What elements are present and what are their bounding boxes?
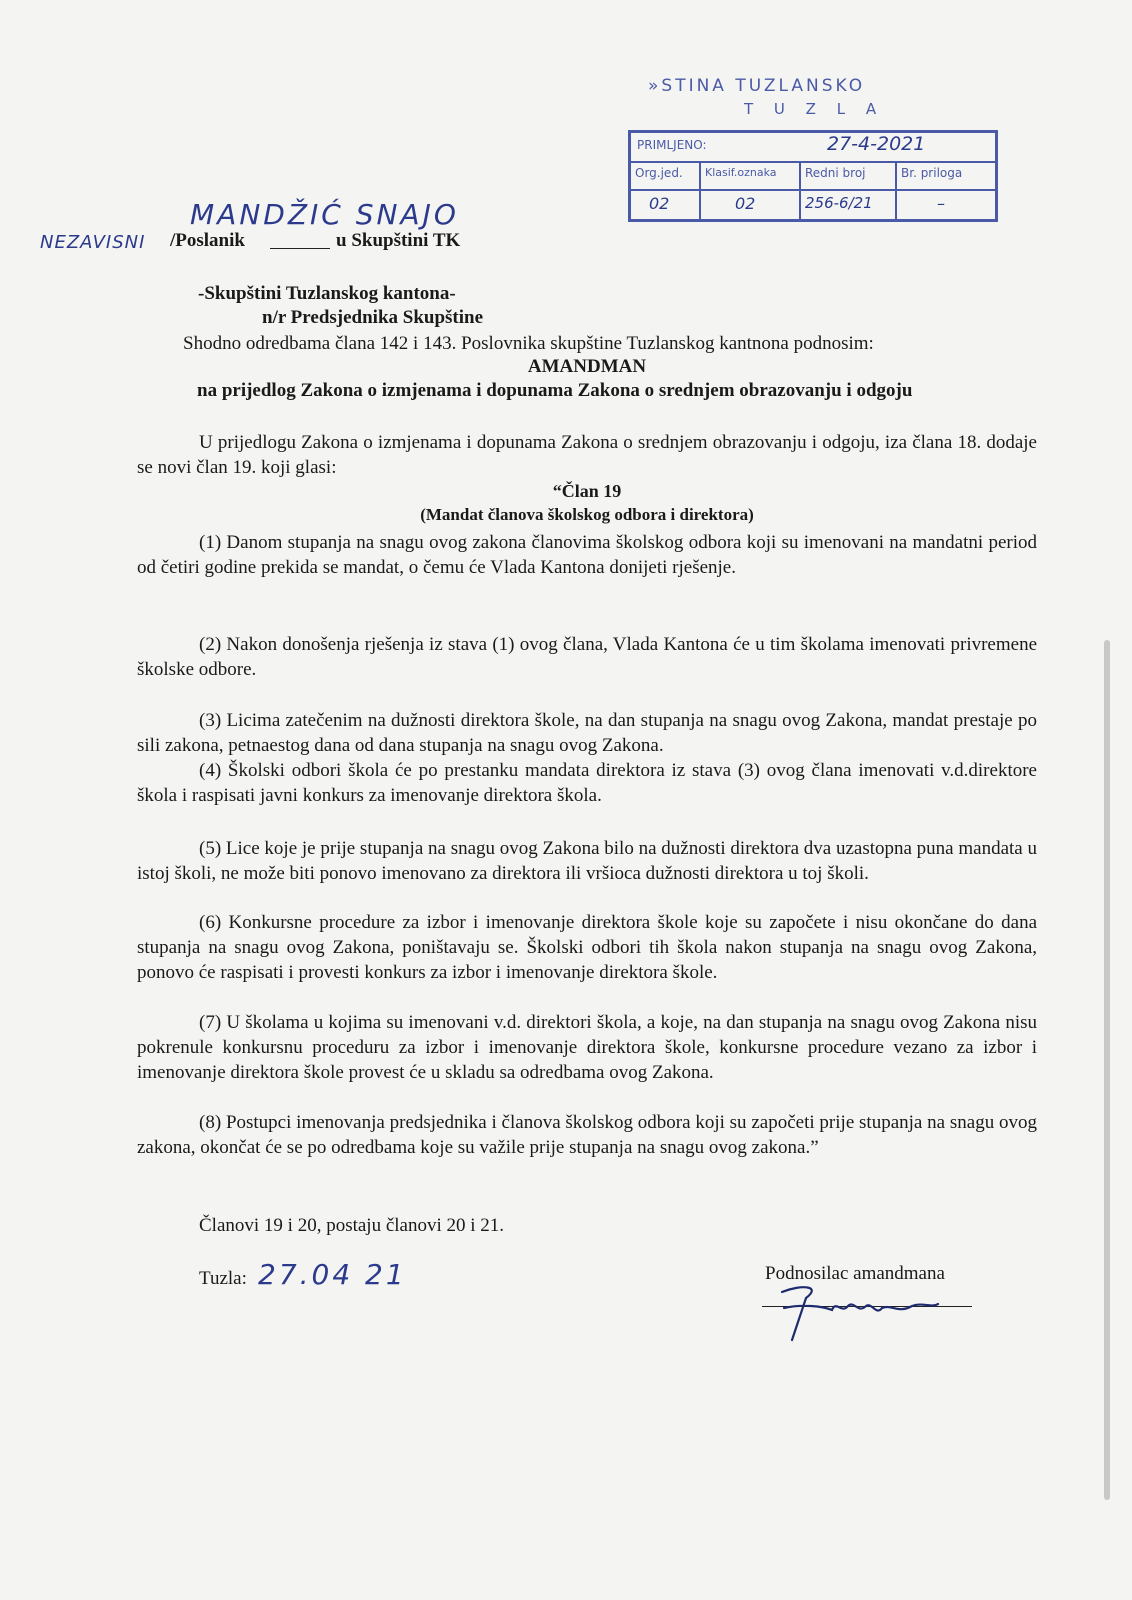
scrollbar[interactable] bbox=[1104, 640, 1110, 1500]
article-title: “Član 19 bbox=[552, 481, 622, 501]
signature-image bbox=[762, 1280, 952, 1350]
place-label: Tuzla: bbox=[199, 1268, 247, 1289]
paragraph-text: (8) Postupci imenovanja predsjednika i članova školskog odbora koji su započeti prije stupanja na snagu ovog zakona, okončat će se po odredbama koje su važile prije stupanja na snagu ovog zakona.” bbox=[137, 1112, 1037, 1158]
sender-blank-line bbox=[270, 248, 330, 249]
stamp-institution: »STINA TUZLANSKO bbox=[648, 76, 866, 96]
paragraph-text: (7) U školama u kojima su imenovani v.d. direktori škola, a koje, na dan stupanja na snagu ovog Zakona nisu pokrenule konkursnu proceduru za izbor i imenovanje direktora škole, konkursne procedure vezano za izbor i imenovanje direktora škole provest će u skladu sa odredbama ovog Zakona. bbox=[137, 1012, 1037, 1083]
addressee-line2: n/r Predsjednika Skupštine bbox=[262, 307, 484, 328]
handwritten-party: NEZAVISNI bbox=[40, 232, 146, 253]
paragraph-text: (1) Danom stupanja na snagu ovog zakona članovima školskog odbora koji su imenovani na mandatni period od četiri godine prekida se mandat, o čemu će Vlada Kantona donijeti rješenje. bbox=[137, 532, 1037, 578]
paragraph-8 bbox=[137, 1110, 1037, 1160]
document-subtitle: na prijedlog Zakona o izmjenama i dopunama Zakona o srednjem obrazovanju i odgoju bbox=[197, 380, 913, 401]
paragraph-text: (2) Nakon donošenja rješenja iz stava (1) ovog člana, Vlada Kantona će u tim školama imenovati privremene školske odbore. bbox=[137, 634, 1037, 680]
paragraph-3 bbox=[137, 708, 1037, 758]
paragraph-1 bbox=[137, 530, 1037, 580]
lead-text: U prijedlogu Zakona o izmjenama i dopunama Zakona o srednjem obrazovanju i odgoju, iza člana 18. dodaje se novi član 19. koji glasi: bbox=[137, 432, 1037, 478]
paragraph-2 bbox=[137, 632, 1037, 682]
stamp-col-klasif: Klasif.oznaka bbox=[701, 161, 801, 189]
stamp-received-date: 27-4-2021 bbox=[827, 133, 926, 155]
paragraph-text: (3) Licima zatečenim na dužnosti direktora škole, na dan stupanja na snagu ovog Zakona, mandat prestaje po sili zakona, petnaestog dana od dana stupanja na snagu ovog Zakona. bbox=[137, 710, 1037, 756]
paragraph-4 bbox=[137, 758, 1037, 808]
sender-skupstina: u Skupštini TK bbox=[336, 230, 461, 251]
stamp-col-redni: Redni broj bbox=[801, 161, 897, 189]
stamp-val-prilog: – bbox=[937, 194, 945, 213]
handwritten-name: MANDŽIĆ SNAJO bbox=[190, 198, 459, 231]
paragraph-6 bbox=[137, 910, 1037, 985]
stamp-col-org: Org.jed. bbox=[631, 161, 701, 189]
paragraph-text: (5) Lice koje je prije stupanja na snagu ovog Zakona bilo na dužnosti direktora dva uzastopna puna mandata u istoj školi, ne može biti ponovo imenovano za direktora ili vršioca dužnosti direktora u toj školi. bbox=[137, 838, 1037, 884]
stamp-val-org: 02 bbox=[631, 189, 701, 219]
received-stamp bbox=[628, 130, 998, 222]
stamp-received-label: PRIMLJENO: bbox=[637, 138, 707, 152]
stamp-val-redni: 256-6/21 bbox=[801, 189, 897, 219]
stamp-city: T U Z L A bbox=[744, 100, 885, 118]
renumber-note: Članovi 19 i 20, postaju članovi 20 i 21. bbox=[199, 1215, 505, 1236]
paragraph-5 bbox=[137, 836, 1037, 886]
lead-paragraph bbox=[137, 430, 1037, 480]
paragraph-7 bbox=[137, 1010, 1037, 1085]
sender-poslanik: /Poslanik bbox=[170, 230, 245, 251]
article-subtitle: (Mandat članova školskog odbora i direktora) bbox=[420, 505, 754, 524]
intro-text: Shodno odredbama člana 142 i 143. Poslovnika skupštine Tuzlanskog kantnona podnosim: bbox=[183, 333, 874, 354]
document-title: AMANDMAN bbox=[527, 356, 647, 377]
signatory-label: Podnosilac amandmana bbox=[765, 1263, 945, 1284]
paragraph-text: (6) Konkursne procedure za izbor i imenovanje direktora škole koje su započete i nisu okončane do dana stupanja na snagu ovog Zakona, poništavaju se. Školski odbori tih škola nakon stupanja na snagu ovog Zakona, ponovo će raspisati i provesti konkurs za izbor i imenovanje direktora škole. bbox=[137, 912, 1037, 983]
paragraph-text: (4) Školski odbori škola će po prestanku mandata direktora iz stava (3) ovog člana imenovati v.d.direktore škola i raspisati javni konkurs za imenovanje direktora škola. bbox=[137, 760, 1037, 806]
handwritten-date: 27.04 21 bbox=[258, 1258, 407, 1291]
stamp-val-klasif: 02 bbox=[701, 189, 801, 219]
addressee-line1: -Skupštini Tuzlanskog kantona- bbox=[198, 283, 456, 304]
stamp-col-prilog: Br. priloga bbox=[901, 166, 963, 180]
